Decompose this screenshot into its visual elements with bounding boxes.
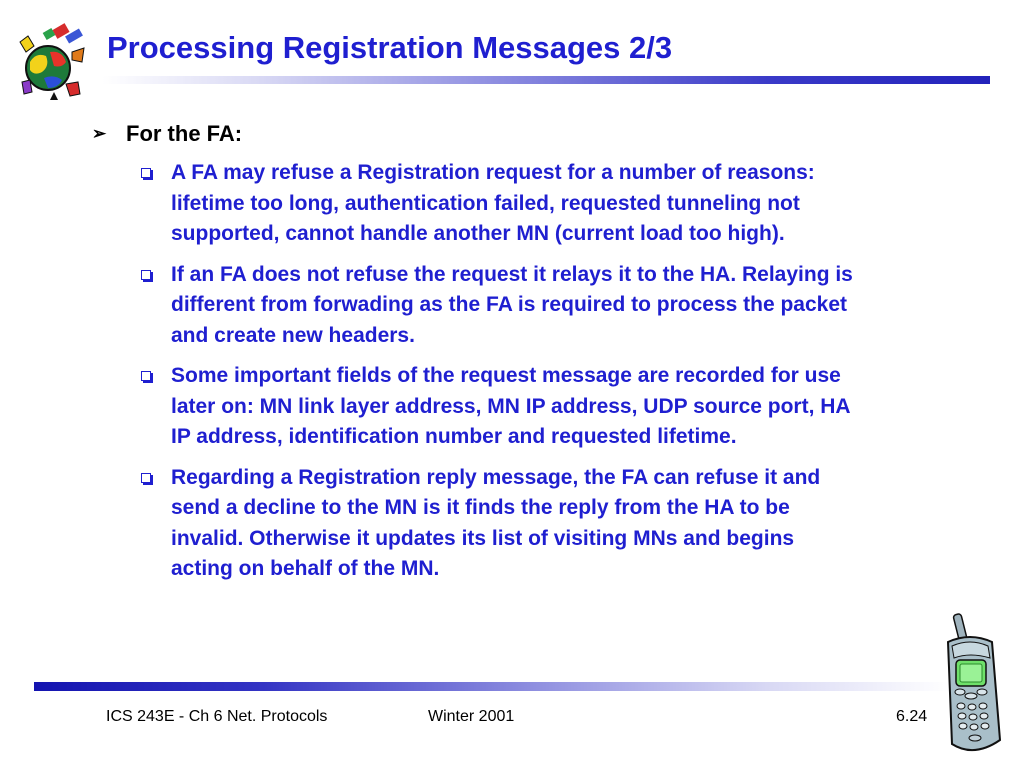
heading-item	[92, 118, 952, 150]
square-bullet-icon	[141, 371, 151, 381]
footer-course: ICS 243E - Ch 6 Net. Protocols	[106, 708, 328, 725]
slide-title: Processing Registration Messages 2/3	[107, 30, 673, 65]
bullet-text: A FA may refuse a Registration request for a number of reasons: lifetime too long, authentication failed, requested tunneling not supported, cannot handle another MN (current load too high).	[171, 161, 815, 245]
footer-term: Winter 2001	[428, 708, 515, 725]
arrow-bullet-icon: ➢	[92, 124, 107, 143]
square-bullet-icon	[141, 473, 151, 483]
globe-satellite-logo-icon	[14, 22, 88, 102]
square-bullet-icon	[141, 270, 151, 280]
square-bullet-icon	[141, 168, 151, 178]
slide-content	[92, 118, 952, 595]
bullet-item	[92, 463, 861, 585]
page-number: 6.24	[896, 708, 928, 725]
bullet-item	[92, 260, 861, 352]
title-underline-bar	[102, 76, 990, 84]
heading-text: For the FA:	[126, 121, 243, 146]
bullet-text: Some important fields of the request message are recorded for use later on: MN link layer address, MN IP address, UDP source port, HA IP address, identification number and requested lifetime.	[171, 364, 850, 448]
bullet-item	[92, 361, 861, 453]
bullet-item	[92, 158, 861, 250]
bullet-text: If an FA does not refuse the request it relays it to the HA. Relaying is different from forwading as the FA is required to process the packet and create new headers.	[171, 262, 853, 347]
footer-divider-bar	[34, 682, 950, 691]
mobile-phone-icon	[930, 612, 1010, 758]
bullet-text: Regarding a Registration reply message, the FA can refuse it and send a decline to the MN is it finds the reply from the HA to be invalid. Otherwise it updates its list of visiting MNs and begins acting on behalf of the MN.	[171, 465, 821, 580]
